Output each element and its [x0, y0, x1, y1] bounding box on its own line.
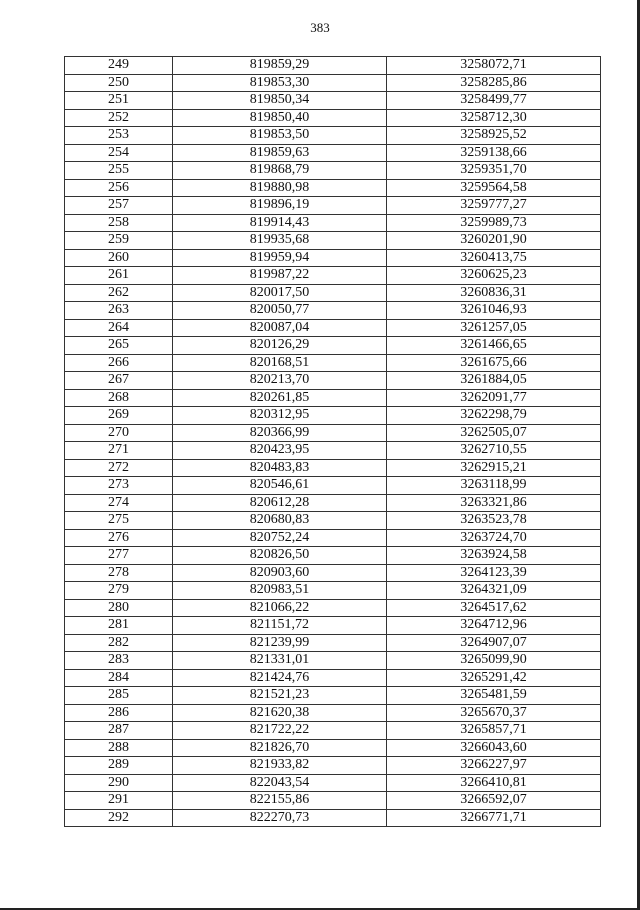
y-coordinate-cell: 3258285,86 [387, 74, 601, 92]
table-row [65, 92, 601, 110]
point-number-cell: 280 [65, 599, 173, 617]
point-number-cell: 278 [65, 564, 173, 582]
point-number-cell: 279 [65, 582, 173, 600]
y-coordinate-cell: 3262091,77 [387, 389, 601, 407]
y-coordinate-cell: 3266592,07 [387, 792, 601, 810]
table-row [65, 634, 601, 652]
y-coordinate-cell: 3266043,60 [387, 739, 601, 757]
y-coordinate-cell: 3259777,27 [387, 197, 601, 215]
point-number-cell: 275 [65, 512, 173, 530]
y-coordinate-cell: 3265099,90 [387, 652, 601, 670]
table-row [65, 284, 601, 302]
x-coordinate-cell: 819859,63 [173, 144, 387, 162]
table-row [65, 319, 601, 337]
point-number-cell: 251 [65, 92, 173, 110]
point-number-cell: 292 [65, 809, 173, 827]
y-coordinate-cell: 3261466,65 [387, 337, 601, 355]
x-coordinate-cell: 819896,19 [173, 197, 387, 215]
point-number-cell: 269 [65, 407, 173, 425]
point-number-cell: 250 [65, 74, 173, 92]
y-coordinate-cell: 3263118,99 [387, 477, 601, 495]
point-number-cell: 286 [65, 704, 173, 722]
y-coordinate-cell: 3264517,62 [387, 599, 601, 617]
point-number-cell: 270 [65, 424, 173, 442]
y-coordinate-cell: 3264907,07 [387, 634, 601, 652]
y-coordinate-cell: 3260836,31 [387, 284, 601, 302]
x-coordinate-cell: 821424,76 [173, 669, 387, 687]
y-coordinate-cell: 3262505,07 [387, 424, 601, 442]
y-coordinate-cell: 3261675,66 [387, 354, 601, 372]
y-coordinate-cell: 3264321,09 [387, 582, 601, 600]
x-coordinate-cell: 820983,51 [173, 582, 387, 600]
x-coordinate-cell: 819959,94 [173, 249, 387, 267]
point-number-cell: 273 [65, 477, 173, 495]
table-row [65, 389, 601, 407]
y-coordinate-cell: 3264712,96 [387, 617, 601, 635]
x-coordinate-cell: 819853,30 [173, 74, 387, 92]
y-coordinate-cell: 3259564,58 [387, 179, 601, 197]
table-row [65, 74, 601, 92]
point-number-cell: 285 [65, 687, 173, 705]
point-number-cell: 264 [65, 319, 173, 337]
table-row [65, 739, 601, 757]
y-coordinate-cell: 3265857,71 [387, 722, 601, 740]
point-number-cell: 262 [65, 284, 173, 302]
point-number-cell: 267 [65, 372, 173, 390]
y-coordinate-cell: 3259351,70 [387, 162, 601, 180]
table-row [65, 792, 601, 810]
table-row [65, 442, 601, 460]
table-row [65, 652, 601, 670]
x-coordinate-cell: 820903,60 [173, 564, 387, 582]
y-coordinate-cell: 3260201,90 [387, 232, 601, 250]
table-row [65, 144, 601, 162]
point-number-cell: 266 [65, 354, 173, 372]
point-number-cell: 258 [65, 214, 173, 232]
point-number-cell: 276 [65, 529, 173, 547]
point-number-cell: 284 [65, 669, 173, 687]
x-coordinate-cell: 820612,28 [173, 494, 387, 512]
table-row [65, 179, 601, 197]
x-coordinate-cell: 821826,70 [173, 739, 387, 757]
point-number-cell: 271 [65, 442, 173, 460]
table-row [65, 809, 601, 827]
y-coordinate-cell: 3262710,55 [387, 442, 601, 460]
point-number-cell: 253 [65, 127, 173, 145]
table-row [65, 477, 601, 495]
x-coordinate-cell: 820261,85 [173, 389, 387, 407]
x-coordinate-cell: 819914,43 [173, 214, 387, 232]
y-coordinate-cell: 3260625,23 [387, 267, 601, 285]
point-number-cell: 259 [65, 232, 173, 250]
table-row [65, 197, 601, 215]
table-row [65, 127, 601, 145]
coordinates-table [64, 56, 601, 827]
table-row [65, 512, 601, 530]
table-row [65, 214, 601, 232]
point-number-cell: 291 [65, 792, 173, 810]
point-number-cell: 281 [65, 617, 173, 635]
y-coordinate-cell: 3260413,75 [387, 249, 601, 267]
table-row [65, 372, 601, 390]
point-number-cell: 263 [65, 302, 173, 320]
y-coordinate-cell: 3261884,05 [387, 372, 601, 390]
x-coordinate-cell: 819850,34 [173, 92, 387, 110]
x-coordinate-cell: 820483,83 [173, 459, 387, 477]
y-coordinate-cell: 3258072,71 [387, 57, 601, 75]
point-number-cell: 277 [65, 547, 173, 565]
y-coordinate-cell: 3258712,30 [387, 109, 601, 127]
x-coordinate-cell: 821239,99 [173, 634, 387, 652]
x-coordinate-cell: 822155,86 [173, 792, 387, 810]
table-row [65, 494, 601, 512]
table-row [65, 424, 601, 442]
x-coordinate-cell: 820423,95 [173, 442, 387, 460]
table-row [65, 617, 601, 635]
point-number-cell: 254 [65, 144, 173, 162]
y-coordinate-cell: 3263321,86 [387, 494, 601, 512]
y-coordinate-cell: 3262915,21 [387, 459, 601, 477]
y-coordinate-cell: 3261046,93 [387, 302, 601, 320]
table-row [65, 109, 601, 127]
x-coordinate-cell: 821521,23 [173, 687, 387, 705]
table-row [65, 722, 601, 740]
point-number-cell: 290 [65, 774, 173, 792]
table-row [65, 599, 601, 617]
y-coordinate-cell: 3265481,59 [387, 687, 601, 705]
table-row [65, 249, 601, 267]
table-row [65, 687, 601, 705]
table-row [65, 354, 601, 372]
point-number-cell: 260 [65, 249, 173, 267]
point-number-cell: 289 [65, 757, 173, 775]
table-row [65, 774, 601, 792]
x-coordinate-cell: 819868,79 [173, 162, 387, 180]
table-row [65, 704, 601, 722]
table-row [65, 407, 601, 425]
table-row [65, 162, 601, 180]
x-coordinate-cell: 822043,54 [173, 774, 387, 792]
table-row [65, 547, 601, 565]
x-coordinate-cell: 820017,50 [173, 284, 387, 302]
x-coordinate-cell: 820126,29 [173, 337, 387, 355]
x-coordinate-cell: 819853,50 [173, 127, 387, 145]
y-coordinate-cell: 3258925,52 [387, 127, 601, 145]
point-number-cell: 282 [65, 634, 173, 652]
point-number-cell: 252 [65, 109, 173, 127]
table-row [65, 459, 601, 477]
y-coordinate-cell: 3265670,37 [387, 704, 601, 722]
x-coordinate-cell: 819935,68 [173, 232, 387, 250]
x-coordinate-cell: 821151,72 [173, 617, 387, 635]
point-number-cell: 274 [65, 494, 173, 512]
coordinates-table-body [65, 57, 601, 827]
y-coordinate-cell: 3264123,39 [387, 564, 601, 582]
y-coordinate-cell: 3262298,79 [387, 407, 601, 425]
point-number-cell: 249 [65, 57, 173, 75]
table-row [65, 337, 601, 355]
point-number-cell: 268 [65, 389, 173, 407]
point-number-cell: 257 [65, 197, 173, 215]
x-coordinate-cell: 820826,50 [173, 547, 387, 565]
x-coordinate-cell: 822270,73 [173, 809, 387, 827]
y-coordinate-cell: 3266227,97 [387, 757, 601, 775]
page-number: 383 [310, 20, 330, 35]
point-number-cell: 288 [65, 739, 173, 757]
table-row [65, 232, 601, 250]
x-coordinate-cell: 820168,51 [173, 354, 387, 372]
x-coordinate-cell: 820752,24 [173, 529, 387, 547]
point-number-cell: 287 [65, 722, 173, 740]
x-coordinate-cell: 819859,29 [173, 57, 387, 75]
x-coordinate-cell: 820680,83 [173, 512, 387, 530]
x-coordinate-cell: 821331,01 [173, 652, 387, 670]
x-coordinate-cell: 820050,77 [173, 302, 387, 320]
y-coordinate-cell: 3261257,05 [387, 319, 601, 337]
x-coordinate-cell: 820312,95 [173, 407, 387, 425]
table-row [65, 302, 601, 320]
point-number-cell: 265 [65, 337, 173, 355]
table-row [65, 564, 601, 582]
table-row [65, 582, 601, 600]
point-number-cell: 283 [65, 652, 173, 670]
table-row [65, 267, 601, 285]
y-coordinate-cell: 3266771,71 [387, 809, 601, 827]
x-coordinate-cell: 819987,22 [173, 267, 387, 285]
x-coordinate-cell: 821722,22 [173, 722, 387, 740]
point-number-cell: 255 [65, 162, 173, 180]
table-row [65, 57, 601, 75]
table-row [65, 529, 601, 547]
x-coordinate-cell: 820087,04 [173, 319, 387, 337]
x-coordinate-cell: 820546,61 [173, 477, 387, 495]
x-coordinate-cell: 819850,40 [173, 109, 387, 127]
x-coordinate-cell: 820213,70 [173, 372, 387, 390]
x-coordinate-cell: 820366,99 [173, 424, 387, 442]
table-row [65, 669, 601, 687]
y-coordinate-cell: 3263924,58 [387, 547, 601, 565]
point-number-cell: 261 [65, 267, 173, 285]
x-coordinate-cell: 821066,22 [173, 599, 387, 617]
point-number-cell: 272 [65, 459, 173, 477]
x-coordinate-cell: 821620,38 [173, 704, 387, 722]
y-coordinate-cell: 3259989,73 [387, 214, 601, 232]
y-coordinate-cell: 3263523,78 [387, 512, 601, 530]
table-row [65, 757, 601, 775]
y-coordinate-cell: 3263724,70 [387, 529, 601, 547]
x-coordinate-cell: 819880,98 [173, 179, 387, 197]
y-coordinate-cell: 3259138,66 [387, 144, 601, 162]
y-coordinate-cell: 3265291,42 [387, 669, 601, 687]
y-coordinate-cell: 3258499,77 [387, 92, 601, 110]
x-coordinate-cell: 821933,82 [173, 757, 387, 775]
point-number-cell: 256 [65, 179, 173, 197]
y-coordinate-cell: 3266410,81 [387, 774, 601, 792]
